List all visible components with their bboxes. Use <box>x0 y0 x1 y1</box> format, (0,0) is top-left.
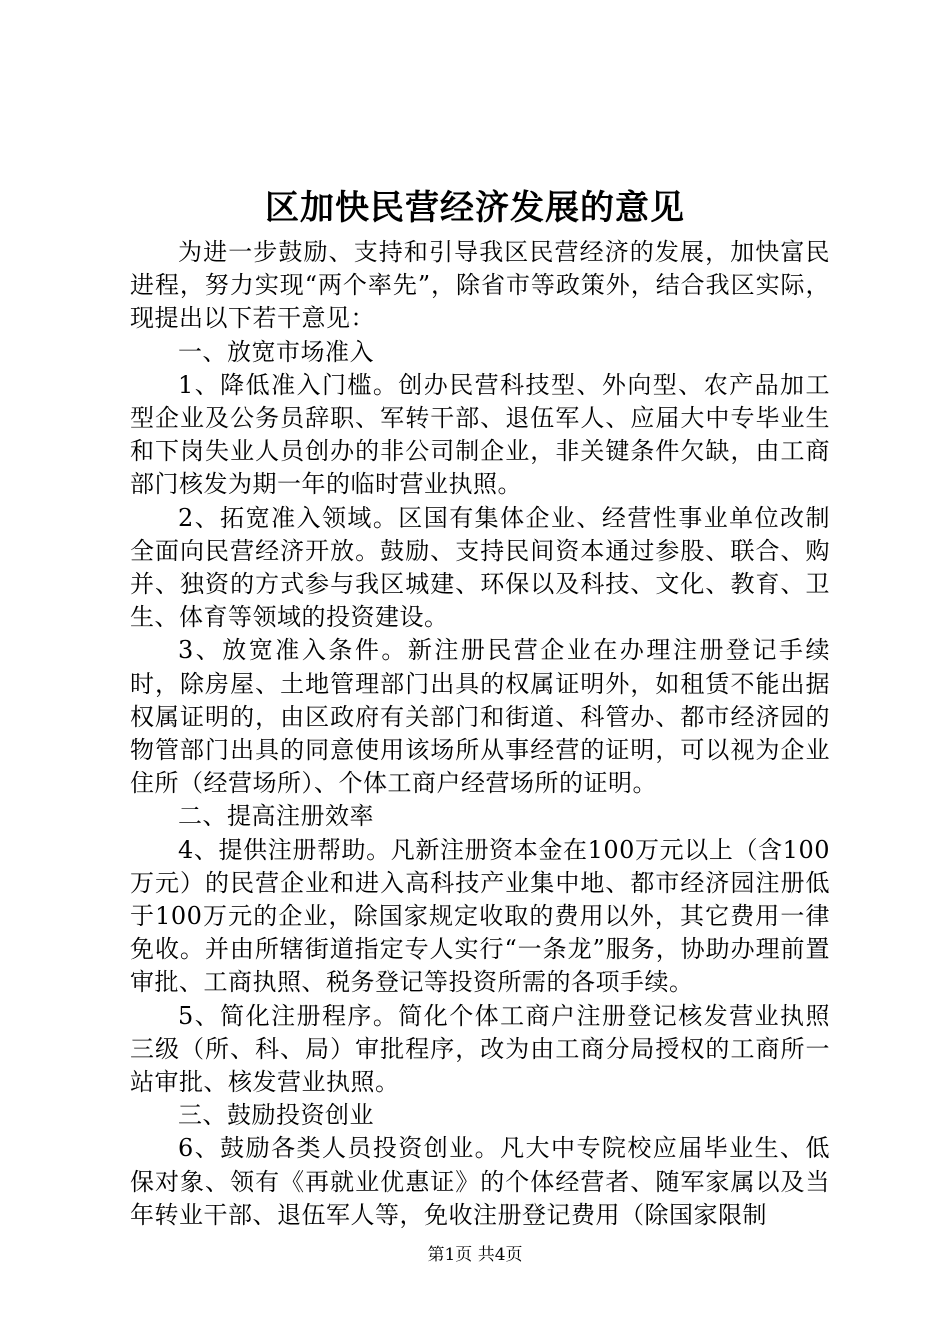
document-body <box>130 236 830 1232</box>
paragraph-item-2: 2、拓宽准入领域。区国有集体企业、经营性事业单位改制全面向民营经济开放。鼓励、支持民间资本通过参股、联合、购并、独资的方式参与我区城建、环保以及科技、文化、教育、卫生、体育等领域的投资建设。 <box>130 503 830 632</box>
document-title: 区加快民营经济发展的意见 <box>265 188 685 228</box>
paragraph-item-4: 4、提供注册帮助。凡新注册资本金在100万元以上（含100万元）的民营企业和进入高科技产业集中地、都市经济园注册低于100万元的企业，除国家规定收取的费用以外，其它费用一律免收。并由所辖街道指定专人实行“一条龙”服务，协助办理前置审批、工商执照、税务登记等投资所需的各项手续。 <box>130 835 830 997</box>
paragraph-item-3: 3、放宽准入条件。新注册民营企业在办理注册登记手续时，除房屋、土地管理部门出具的权属证明外，如租赁不能出据权属证明的，由区政府有关部门和街道、科管办、都市经济园的物管部门出具的同意使用该场所从事经营的证明，可以视为企业住所（经营场所）、个体工商户经营场所的证明。 <box>130 636 830 798</box>
section-heading-2: 二、提高注册效率 <box>178 802 374 831</box>
section-heading-3: 三、鼓励投资创业 <box>178 1101 374 1130</box>
section-heading-1: 一、放宽市场准入 <box>178 337 374 366</box>
page-number-footer: 第1页 共4页 <box>427 1245 523 1265</box>
intro-paragraph: 为进一步鼓励、支持和引导我区民营经济的发展，加快富民进程，努力实现“两个率先”，除省市等政策外，结合我区实际，现提出以下若干意见： <box>130 238 830 333</box>
paragraph-item-5: 5、简化注册程序。简化个体工商户注册登记核发营业执照三级（所、科、局）审批程序，改为由工商分局授权的工商所一站审批、核发营业执照。 <box>130 1001 830 1097</box>
paragraph-item-6: 6、鼓励各类人员投资创业。凡大中专院校应届毕业生、低保对象、领有《再就业优惠证》的个体经营者、随军家属以及当年转业干部、退伍军人等，免收注册登记费用（除国家限制 <box>130 1134 830 1229</box>
paragraph-item-1: 1、降低准入门槛。创办民营科技型、外向型、农产品加工型企业及公务员辞职、军转干部、退伍军人、应届大中专毕业生和下岗失业人员创办的非公司制企业，非关键条件欠缺，由工商部门核发为期一年的临时营业执照。 <box>130 370 830 499</box>
